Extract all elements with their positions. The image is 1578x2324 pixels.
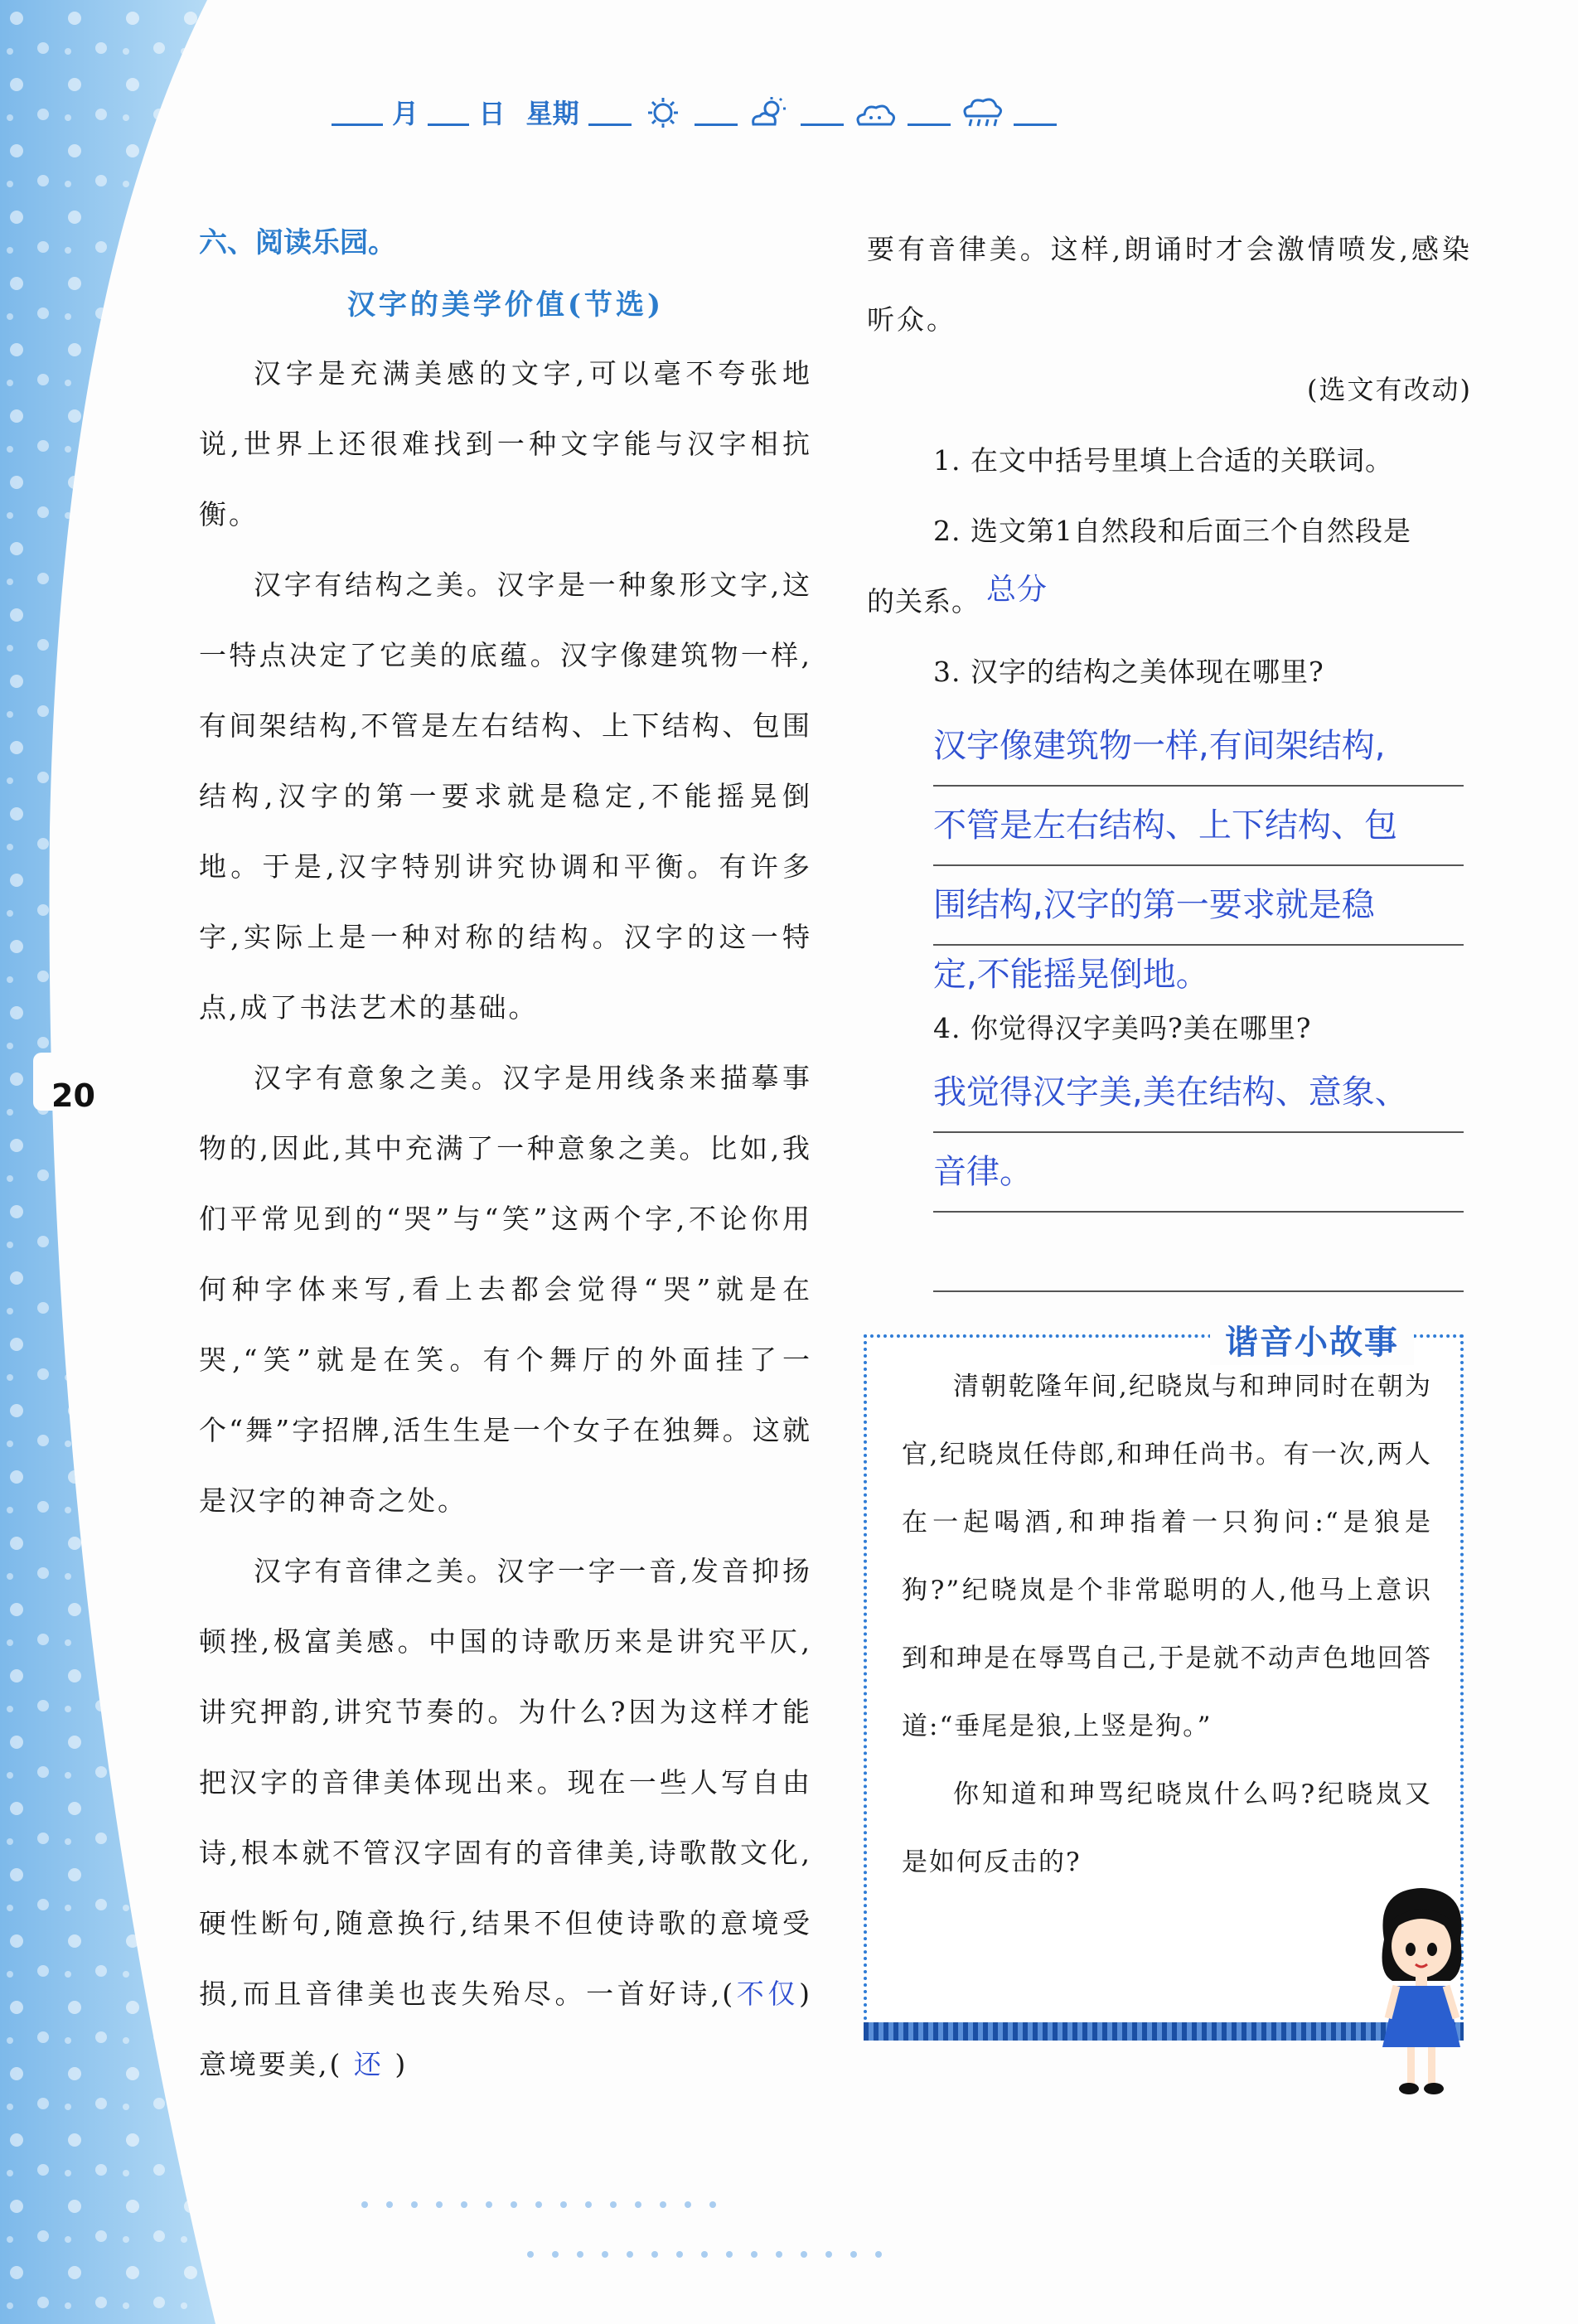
rainy-icon <box>960 96 1004 129</box>
page-number: 20 <box>51 1077 95 1114</box>
date-header <box>332 93 1057 131</box>
answer-line[interactable] <box>933 1213 1464 1292</box>
sunny-icon <box>641 96 685 129</box>
blank-answer-2: 还 <box>353 2048 384 2080</box>
answer-line[interactable]: 不管是左右结构、上下结构、包 <box>933 787 1464 866</box>
answer-line[interactable]: 围结构,汉字的第一要求就是稳 <box>933 866 1464 946</box>
decorative-side-band <box>0 0 215 2324</box>
answer-line[interactable]: 音律。 <box>933 1133 1464 1213</box>
question-2: 2. 选文第1自然段和后面三个自然段是 <box>933 515 1411 547</box>
passage-paragraph-3: 汉字有意象之美。汉字是用线条来描摹事物的,因此,其中充满了一种意象之美。比如,我们平常见到的“哭”与“笑”这两个字,不论你用何种字体来写,看上去都会觉得“哭”就是在哭,“笑”就是在笑。有个舞厅的外面挂了一个“舞”字招牌,活生生是一个女子在独舞。这就是汉字的神奇之处。 <box>199 1062 812 1517</box>
girl-illustration <box>1359 1881 1484 2105</box>
blank-answer-1: 不仅 <box>735 1978 800 2010</box>
question-1: 1. 在文中括号里填上合适的关联词。 <box>933 444 1393 477</box>
passage-continuation: 要有音律美。这样,朗诵时才会激情喷发,感染听众。 <box>867 233 1472 336</box>
weekday-label: 星期 <box>525 98 579 129</box>
section-title: 六、阅读乐园。 <box>199 226 396 259</box>
partly-cloudy-icon <box>747 96 791 129</box>
story-paragraph-2: 你知道和珅骂纪晓岚什么吗?纪晓岚又是如何反击的? <box>902 1779 1432 1877</box>
passage-paragraph-1: 汉字是充满美感的文字,可以毫不夸张地说,世界上还很难找到一种文字能与汉字相抗衡。 <box>199 357 812 530</box>
question-2-answer: 总分 <box>986 573 1048 607</box>
question-2-cont: 的关系。 总分 <box>867 573 1048 617</box>
story-text <box>902 1353 1432 1896</box>
month-label: 月 <box>392 98 419 129</box>
source-note: (选文有改动) <box>1307 374 1472 405</box>
reading-passage <box>199 214 812 2099</box>
answer-line[interactable]: 我觉得汉字美,美在结构、意象、 <box>933 1053 1464 1133</box>
day-label: 日 <box>478 98 506 129</box>
passage-paragraph-2: 汉字有结构之美。汉字是一种象形文字,这一特点决定了它美的底蕴。汉字像建筑物一样,有间架结构,不管是左右结构、上下结构、包围结构,汉字的第一要求就是稳定,不能摇晃倒地。于是,汉字特别讲究协调和平衡。有许多字,实际上是一种对称的结构。汉字的这一特点,成了书法艺术的基础。 <box>199 569 812 1024</box>
footer-dot-decoration <box>348 2188 928 2279</box>
question-3: 3. 汉字的结构之美体现在哪里? <box>933 656 1324 688</box>
questions-column <box>867 214 1472 1292</box>
answer-line[interactable]: 汉字像建筑物一样,有间架结构, <box>933 707 1464 787</box>
article-title: 汉字的美学价值(节选) <box>346 288 665 322</box>
story-paragraph-1: 清朝乾隆年间,纪晓岚与和珅同时在朝为官,纪晓岚任侍郎,和珅任尚书。有一次,两人在一起喝酒,和珅指着一只狗问:“是狼是狗?”纪晓岚是个非常聪明的人,他马上意识到和珅是在辱骂自己,于是就不动声色地回答道:“垂尾是狼,上竖是狗。” <box>902 1372 1432 1741</box>
cloudy-icon <box>853 96 898 129</box>
story-title: 谐音小故事 <box>1210 1315 1414 1365</box>
answer-line[interactable]: 定,不能摇晃倒地。 <box>933 956 1209 994</box>
question-4: 4. 你觉得汉字美吗?美在哪里? <box>933 1012 1312 1044</box>
passage-paragraph-4: 汉字有音律之美。汉字一字一音,发音抑扬顿挫,极富美感。中国的诗歌历来是讲究平仄,讲究押韵,讲究节奏的。为什么?因为这样才能把汉字的音律美体现出来。现在一些人写自由诗,根本就不管汉字固有的音律美,诗歌散文化,硬性断句,随意换行,结果不但使诗歌的意境受损,而且音律美也丧失殆尽。一首好诗,(不仅)意境要美,( 还 ) <box>199 1555 813 2080</box>
